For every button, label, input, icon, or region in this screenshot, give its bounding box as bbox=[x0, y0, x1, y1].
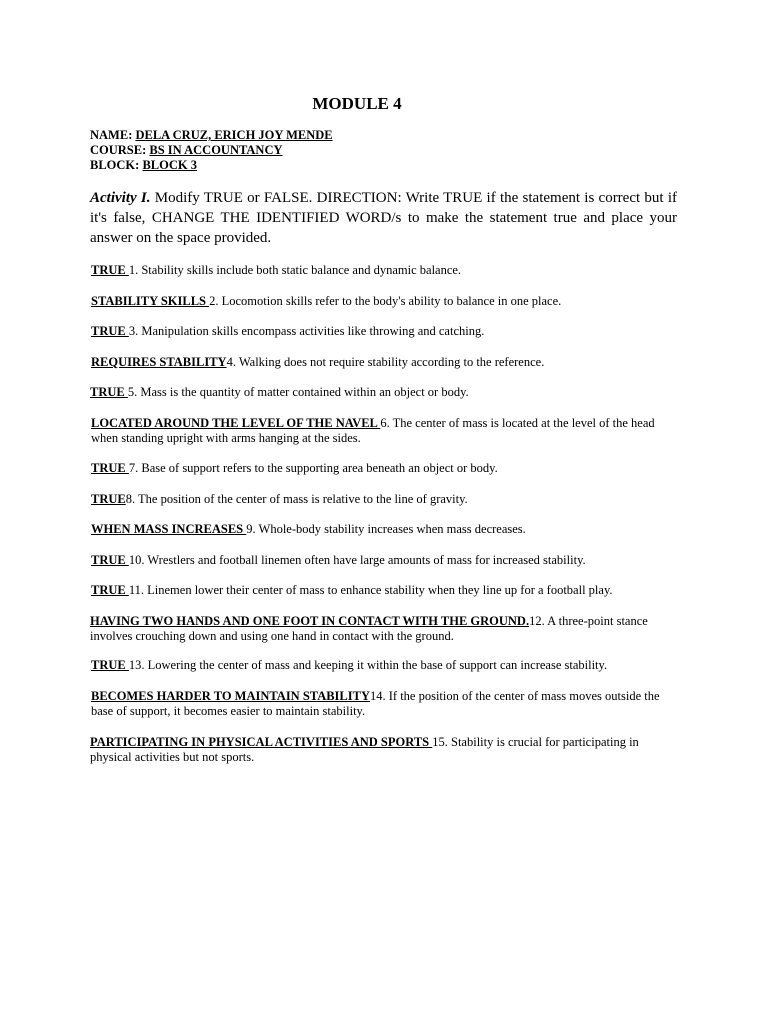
answer: TRUE bbox=[91, 324, 129, 338]
page-title: MODULE 4 bbox=[312, 94, 402, 113]
statement: 10. Wrestlers and football linemen often have large amounts of mass for increased stability. bbox=[128, 553, 586, 567]
answer: TRUE bbox=[91, 658, 129, 672]
statement: 7. Base of support refers to the supporting area beneath an object or body. bbox=[128, 461, 498, 475]
statement: 14. If the position of the center of mass moves outside the base of support, it becomes easier to maintain stability. bbox=[91, 689, 660, 718]
statement: 13. Lowering the center of mass and keeping it within the base of support can increase stability. bbox=[128, 658, 608, 672]
list-item bbox=[91, 416, 681, 446]
block-value: BLOCK 3 bbox=[142, 158, 197, 172]
statement: 9. Whole-body stability increases when mass decreases. bbox=[246, 522, 526, 536]
answer: TRUE bbox=[91, 583, 129, 597]
answer: TRUE bbox=[91, 461, 129, 475]
statement: 1. Stability skills include both static balance and dynamic balance. bbox=[128, 263, 462, 277]
answer: TRUE bbox=[91, 553, 129, 567]
statement: 5. Mass is the quantity of matter contained within an object or body. bbox=[127, 385, 469, 399]
answer: REQUIRES STABILITY bbox=[91, 355, 227, 369]
list-item bbox=[90, 614, 680, 644]
list-item bbox=[91, 263, 681, 278]
list-item bbox=[91, 553, 681, 568]
list-item bbox=[90, 385, 680, 400]
list-item bbox=[91, 522, 681, 537]
block-row bbox=[90, 158, 333, 173]
list-item bbox=[90, 735, 680, 765]
name-value: DELA CRUZ, ERICH JOY MENDE bbox=[135, 128, 333, 142]
statement: 2. Locomotion skills refer to the body's ability to balance in one place. bbox=[209, 294, 562, 308]
answer: TRUE bbox=[90, 385, 128, 399]
statement: 12. A three-point stance involves crouching down and using one hand in contact with the ground. bbox=[90, 614, 648, 643]
statement: 6. The center of mass is located at the level of the head when standing upright with arms hanging at the sides. bbox=[91, 416, 655, 445]
statement: 3. Manipulation skills encompass activities like throwing and catching. bbox=[128, 324, 485, 338]
course-row bbox=[90, 143, 333, 158]
block-label: BLOCK: bbox=[90, 158, 140, 172]
statement: 15. Stability is crucial for participating in physical activities but not sports. bbox=[90, 735, 639, 764]
statement: 11. Linemen lower their center of mass to enhance stability when they line up for a football play. bbox=[128, 583, 613, 597]
answer: PARTICIPATING IN PHYSICAL ACTIVITIES AND SPORTS bbox=[90, 735, 433, 749]
course-value: BS IN ACCOUNTANCY bbox=[149, 143, 283, 157]
activity-label: Activity I. bbox=[90, 190, 151, 206]
list-item bbox=[91, 294, 681, 309]
list-item bbox=[91, 658, 681, 673]
activity-text: Modify TRUE or FALSE. DIRECTION: Write TRUE if the statement is correct but if it's false, CHANGE THE IDENTIFIED WORD/s to make the statement true and place your answer on the space provided. bbox=[90, 190, 677, 246]
answer: TRUE bbox=[91, 263, 129, 277]
statement: 8. The position of the center of mass is relative to the line of gravity. bbox=[125, 492, 468, 506]
list-item bbox=[91, 689, 681, 719]
name-label: NAME: bbox=[90, 128, 133, 142]
list-item bbox=[91, 355, 681, 370]
list-item bbox=[91, 492, 681, 507]
list-item bbox=[91, 583, 681, 598]
answer: STABILITY SKILLS bbox=[91, 294, 210, 308]
answer: TRUE bbox=[91, 492, 126, 506]
list-item bbox=[91, 324, 681, 339]
answer: LOCATED AROUND THE LEVEL OF THE NAVEL bbox=[91, 416, 381, 430]
answer: WHEN MASS INCREASES bbox=[91, 522, 247, 536]
course-label: COURSE: bbox=[90, 143, 147, 157]
answer: BECOMES HARDER TO MAINTAIN STABILITY bbox=[91, 689, 370, 703]
student-info bbox=[90, 128, 333, 173]
statement: 4. Walking does not require stability according to the reference. bbox=[226, 355, 545, 369]
name-row bbox=[90, 128, 333, 143]
list-item bbox=[91, 461, 681, 476]
answer: HAVING TWO HANDS AND ONE FOOT IN CONTACT WITH THE GROUND. bbox=[90, 614, 530, 628]
activity-instructions bbox=[90, 188, 677, 248]
